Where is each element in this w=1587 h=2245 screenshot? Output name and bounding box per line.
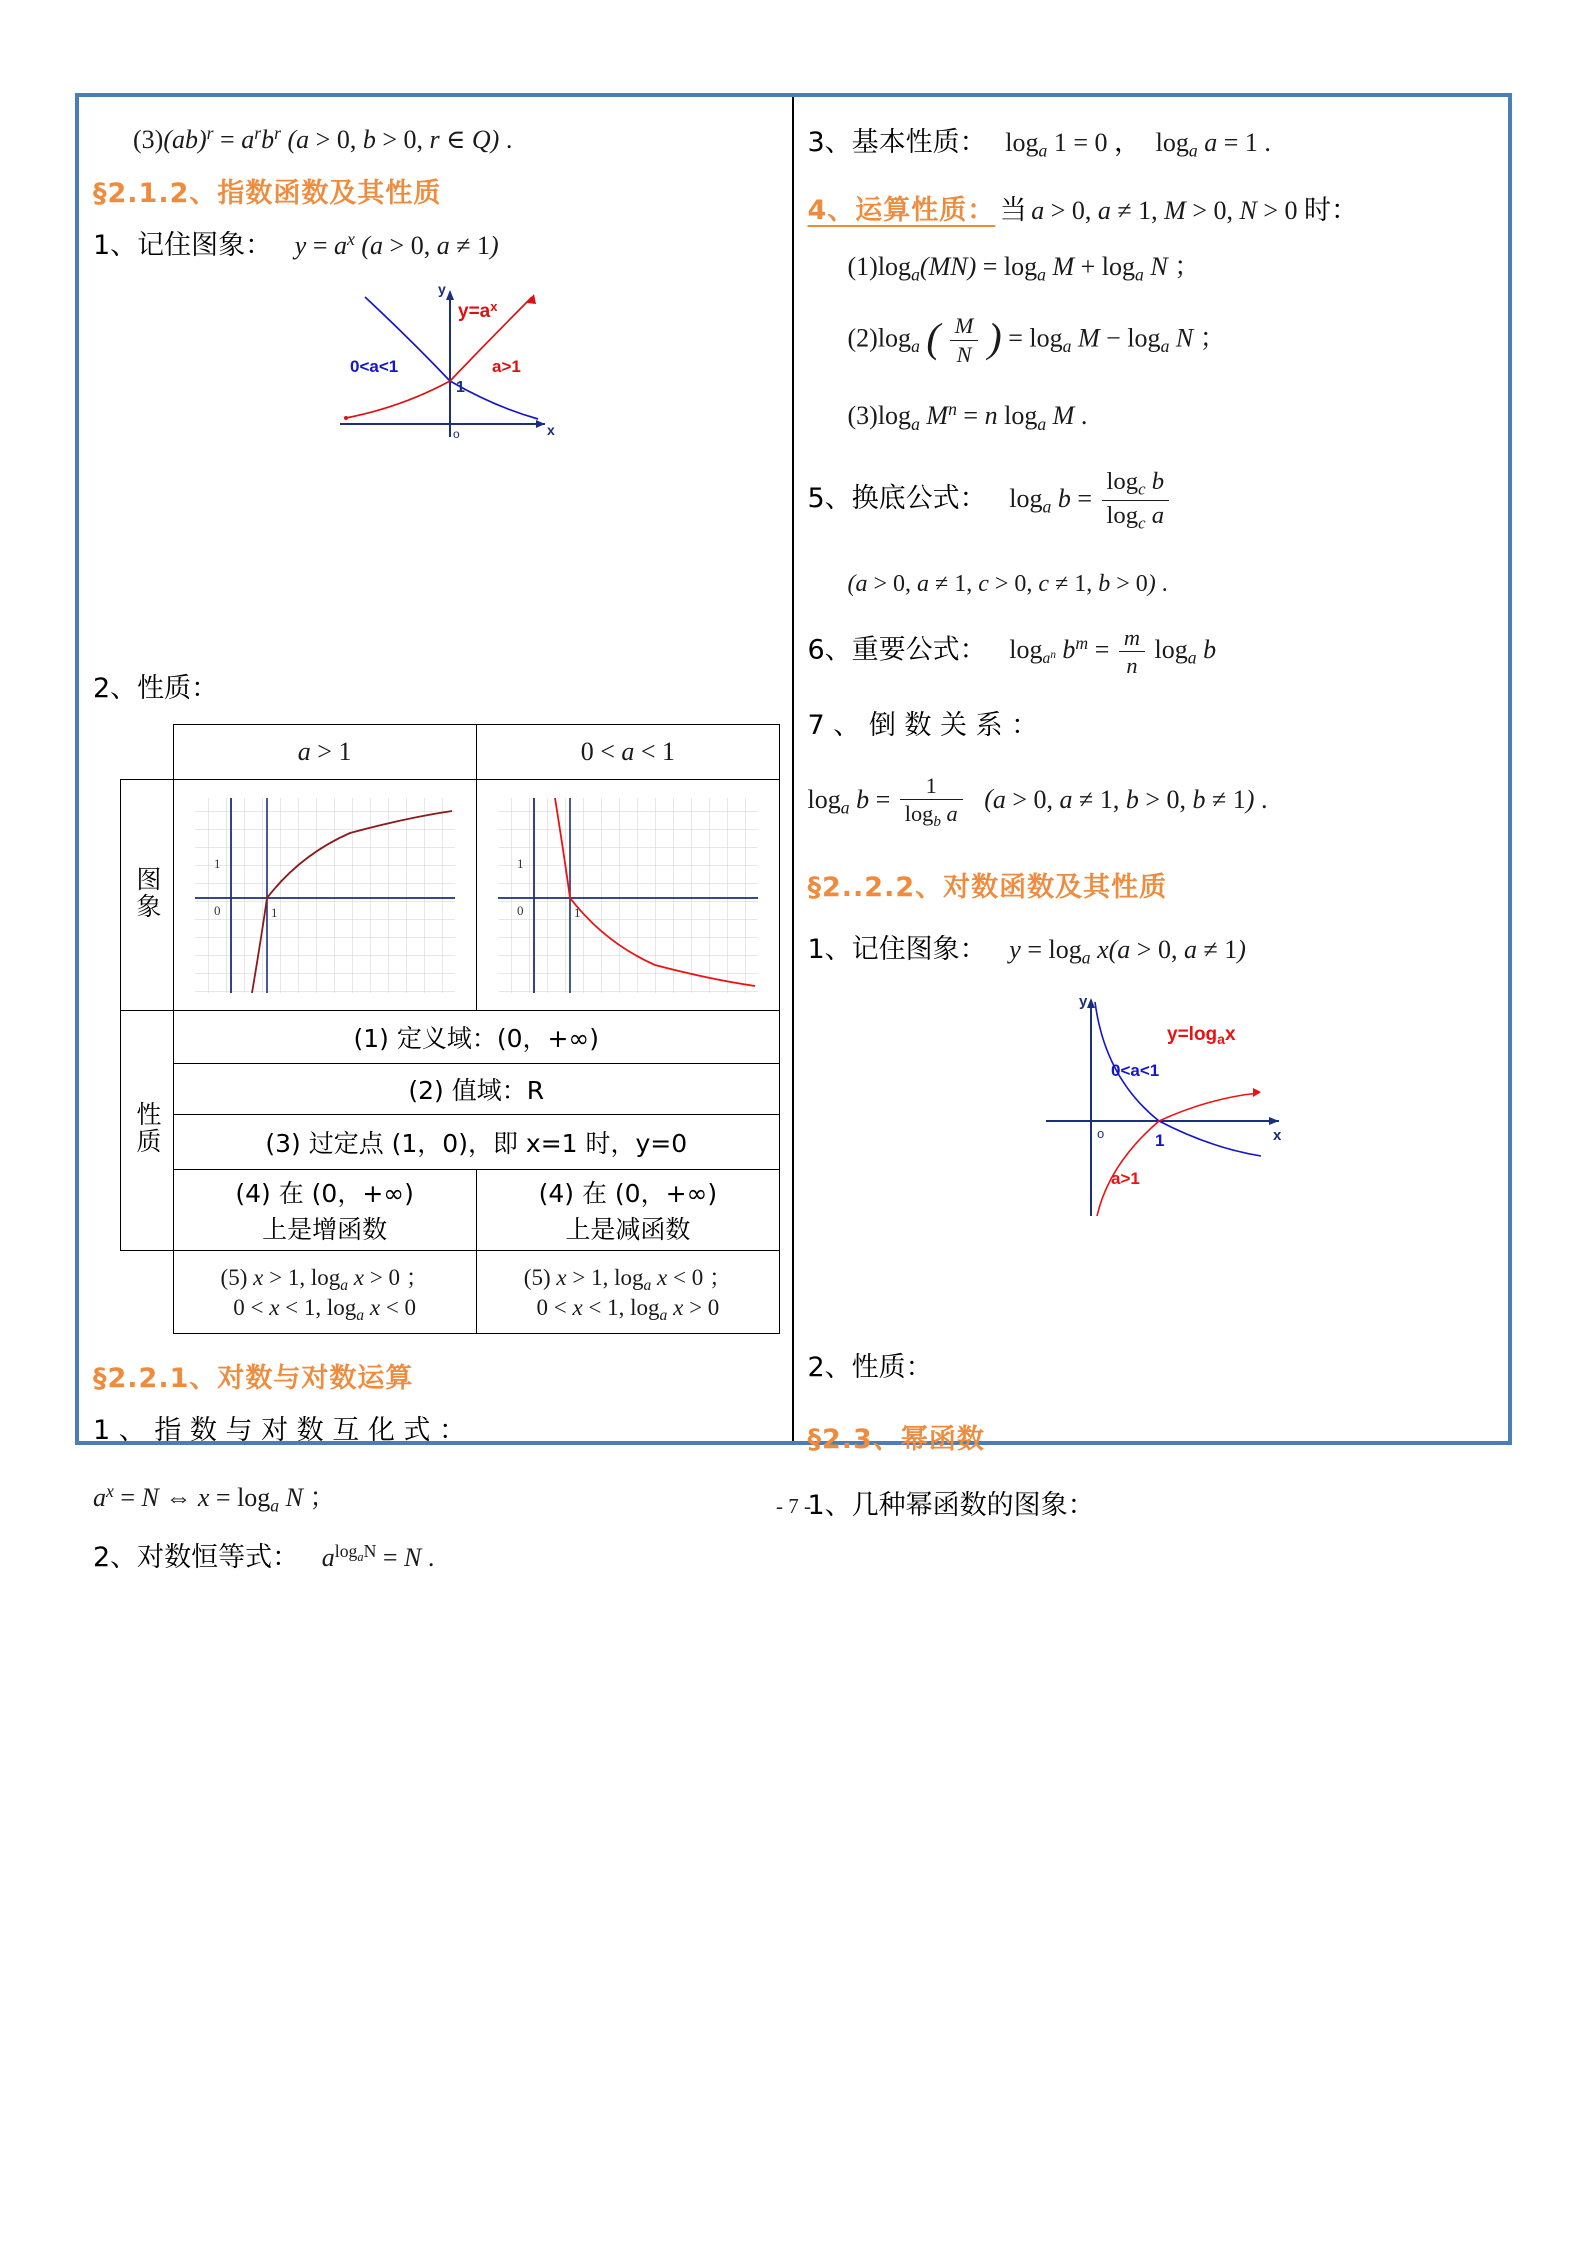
basic-properties-label: 3、基本性质： [807, 127, 987, 158]
operation-properties-condition: a > 0, a ≠ 1, M > 0, N > 0 [1031, 196, 1298, 226]
label-text: 1、记住图象： [807, 934, 987, 966]
axis-label-y: y [438, 281, 447, 298]
change-of-base-label: 5、换底公式： [807, 482, 987, 514]
change-of-base-line [808, 467, 1495, 535]
remember-graph-label-exp [93, 226, 778, 265]
logarithm-function-figure [808, 988, 1495, 1228]
property-sign-right-line1: (5) x > 1, $\log_a x < 0$ ； [523, 1265, 732, 1295]
section-heading-2-1-2: §2.1.2、指数函数及其性质 [93, 178, 442, 210]
formula-log-identity: $a^{log_aN} = N$ . [321, 1541, 435, 1573]
axis-label-x: x [1272, 1126, 1282, 1144]
property-sign-left-line1: (5) x > 1, $\log_a x > 0$ ； [220, 1265, 429, 1295]
curve-label-a-gt-1: a>1 [1110, 1168, 1140, 1188]
formula-log-a-a: $\log_a a = 1$ . [1155, 128, 1271, 161]
table-row-range [121, 1064, 780, 1115]
tick-x-one: 1 [270, 904, 278, 920]
cell-graph-0-lt-a-lt-1 [476, 780, 779, 1011]
label-exp-log-conversion: 1 、 指 数 与 对 数 互 化 式 ： [93, 1415, 467, 1447]
property-sign-right [476, 1251, 779, 1334]
formula-log-quotient: $(2)\log_a$ ( $\frac{M}{N}$ ) = $\log_a M - \log_a N$ ； [847, 313, 1226, 368]
table-row-sign [121, 1251, 780, 1334]
curve-label-a-gt-1: a>1 [492, 357, 522, 377]
operation-properties-line [808, 188, 1495, 230]
property-increasing-line1: (4) 在 (0，+∞) [235, 1179, 414, 1209]
tick-origin-zero: 0 [213, 902, 221, 918]
origin-label: o [1096, 1125, 1104, 1141]
curve-label-y-equals-a-x: $y=a^x$ [458, 299, 498, 323]
property-sign-left [173, 1251, 476, 1334]
property-sign-left-line2: 0 < x < 1, $\log_a x < 0$ [233, 1295, 417, 1325]
property-range: (2) 值域：R [173, 1064, 780, 1115]
formula-power-of-product: $(3)(ab)^r = a^rb^r$ (a > 0, b > 0, r ∈ Q) . [133, 123, 513, 155]
important-formula-label: 6、重要公式： [807, 633, 987, 665]
formula-exp-log-conversion: $a^x = N$ ⇔ $x = \log_a N$ ； [93, 1480, 336, 1516]
change-of-base-condition: (a > 0, a ≠ 1, c > 0, c ≠ 1, b > 0) . [847, 570, 1168, 597]
basic-properties-line: 3、基本性质： $\log_a 1 = 0$ ， $\log_a a = 1$ . [807, 127, 1271, 161]
log-graph-decreasing-svg [493, 793, 763, 998]
log-graph-increasing-svg [190, 793, 460, 998]
row-label-properties: 性质 [121, 1011, 174, 1251]
header-a-gt-1: a > 1 [297, 737, 352, 767]
exponential-graph-svg [310, 277, 560, 452]
tick-y-one: 1 [213, 855, 221, 871]
exponential-function-figure [93, 277, 778, 457]
table-row-domain [121, 1011, 780, 1064]
logarithm-graph-svg [1011, 988, 1291, 1223]
property-increasing-line2: 上是增函数 [262, 1215, 388, 1245]
row-label-graph: 图象 [121, 780, 174, 1011]
point-label-one: 1 [456, 379, 466, 397]
label-log-identity [93, 1538, 778, 1577]
table-row-fixedpoint [121, 1115, 780, 1170]
operation-properties-when: 当 [999, 195, 1027, 227]
property-decreasing-line1: (4) 在 (0，+∞) [538, 1179, 718, 1209]
curve-label-0-lt-a-lt-1: 0<a<1 [1110, 1060, 1159, 1080]
header-0-lt-a-lt-1: 0 < a < 1 [580, 737, 676, 767]
property-decreasing [476, 1170, 779, 1251]
label-log-identity-text: 2、对数恒等式： [93, 1542, 300, 1574]
tick-origin-zero: 0 [516, 902, 524, 918]
table-row-graphs [121, 780, 780, 1011]
reciprocal-relation-label: 7 、 倒 数 关 系 ： [807, 710, 1039, 742]
right-column [794, 97, 1509, 1521]
tick-y-one: 1 [516, 855, 524, 871]
curve-label-y-equals-log-a-x: $y=\log_ax$ [1166, 1023, 1236, 1047]
property-domain: (1) 定义域：(0，+∞) [173, 1011, 780, 1064]
remember-graph-label-log [808, 930, 1495, 971]
property-fixed-point: (3) 过定点 (1，0)，即 x=1 时，y=0 [173, 1115, 780, 1170]
page-footer: - 7 - [776, 1494, 811, 1518]
formula-important: $\log_{a^n} b^m$ = $\frac{m}{n}$ $\log_a b$ [1009, 624, 1217, 679]
tick-x-one: 1 [573, 904, 581, 920]
property-decreasing-line2: 上是减函数 [565, 1215, 691, 1245]
formula-exp-definition: $y = a^x$ (a > 0, a ≠ 1) [294, 229, 499, 261]
page-border [75, 93, 1512, 1574]
table-header-row [121, 725, 780, 780]
formula-log-a-1: $\log_a 1 = 0$ [1005, 128, 1108, 161]
section-heading-2-3: §2.3、幂函数 [807, 1423, 985, 1455]
cell-graph-a-gt-1 [173, 780, 476, 1011]
left-column [79, 97, 794, 1574]
origin-label: o [453, 427, 460, 442]
point-label-one: 1 [1154, 1130, 1165, 1150]
formula-change-of-base: $\log_a b$ = $\frac{\log_c b}{\log_c a}$ [1009, 484, 1172, 513]
properties-label-exp: 2、性质： [93, 673, 219, 705]
power-function-graphs-label: 1、几种幂函数的图象： [807, 1489, 1095, 1521]
operation-properties-label: 4、运算性质： [807, 195, 996, 227]
axis-label-y: y [1078, 992, 1088, 1010]
properties-label-log: 2、性质： [807, 1351, 933, 1383]
property-sign-right-line2: 0 < x < 1, $\log_a x > 0$ [536, 1295, 720, 1325]
section-heading-2-2-2: §2..2.2、对数函数及其性质 [807, 872, 1168, 904]
important-formula-line [808, 624, 1495, 681]
formula-log-definition: $y = \log_a x(a > 0$, a ≠ 1) [1009, 935, 1246, 968]
formula-log-product: $(1)\log_a(MN) = \log_a M + \log_a N$ ； [847, 252, 1201, 286]
table-row-monotonic [121, 1170, 780, 1251]
formula-log-power: $(3)\log_a$ $M^n = n$ $\log_a M$ . [847, 398, 1088, 434]
label-text: 1、记住图象： [93, 230, 273, 262]
formula-reciprocal-relation: $\log_a b$ = $\frac{1}{\log_b a}$ (a > 0, a ≠ 1, b > 0, b ≠ 1) . [807, 772, 1268, 831]
property-increasing [173, 1170, 476, 1251]
axis-label-x: x [547, 422, 556, 439]
logarithm-properties-table [120, 724, 780, 1334]
operation-properties-then: 时： [1304, 195, 1359, 227]
section-heading-2-2-1: §2.2.1、对数与对数运算 [93, 1363, 414, 1395]
curve-label-0-lt-a-lt-1: 0<a<1 [350, 357, 399, 377]
